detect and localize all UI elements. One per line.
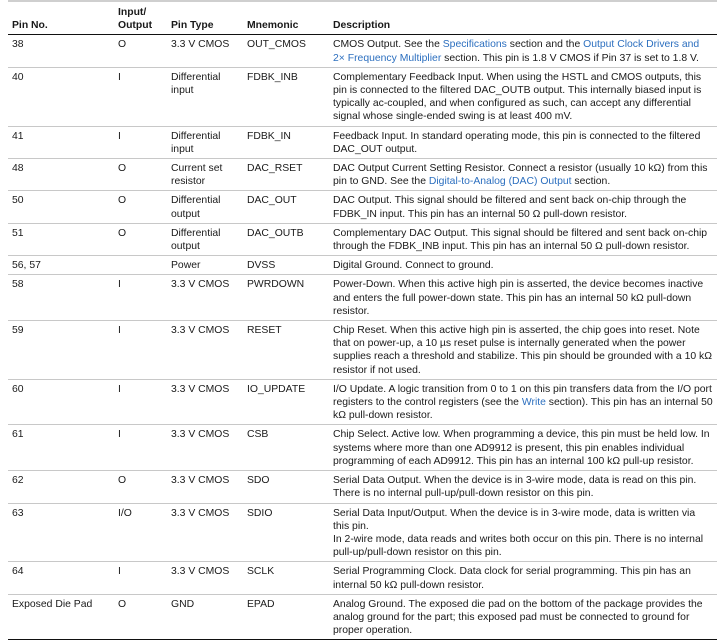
mnemonic: SCLK: [243, 562, 329, 594]
pin-type: 3.3 V CMOS: [167, 321, 243, 380]
pin-type: Current set resistor: [167, 159, 243, 191]
description: Feedback Input. In standard operating mode, this pin is connected to the filtered DAC_OUT output.: [329, 126, 717, 158]
pin-type: Power: [167, 256, 243, 275]
input-output: I: [114, 126, 167, 158]
pin-no: 58: [8, 275, 114, 321]
header-io-line1: Input/: [118, 7, 147, 18]
pin-function-table: [8, 5, 717, 640]
mnemonic: SDIO: [243, 503, 329, 562]
table-caption-remnant: [8, 0, 717, 2]
input-output: O: [114, 191, 167, 223]
pin-type: 3.3 V CMOS: [167, 503, 243, 562]
pin-type: 3.3 V CMOS: [167, 275, 243, 321]
output-clock-drivers-link[interactable]: Output Clock Drivers and 2× Frequency Multiplier: [333, 39, 700, 64]
table-header-row: [8, 5, 717, 35]
description: Serial Data Input/Output. When the device is in 3-wire mode, data is written via this pin. In 2-wire mode, data reads and writes both occur on this pin. There is no internal pull-up/pull-down resistor on this pin.: [329, 503, 717, 562]
pin-no: 40: [8, 67, 114, 126]
pin-no: 56, 57: [8, 256, 114, 275]
header-pin-no: Pin No.: [8, 5, 114, 35]
description: I/O Update. A logic transition from 0 to 1 on this pin transfers data from the I/O port registers to the control registers (see the Write section). This pin has an internal 50 kΩ pull-down resistor.: [329, 379, 717, 425]
table-row: [8, 275, 717, 321]
description: Serial Data Output. When the device is in 3-wire mode, data is read on this pin. There is no internal pull-up/pull-down resistor on this pin.: [329, 471, 717, 503]
pin-no: 59: [8, 321, 114, 380]
description: Analog Ground. The exposed die pad on the bottom of the package provides the analog ground for the part; this exposed pad must be connected to ground for proper operation.: [329, 594, 717, 640]
pin-no: 64: [8, 562, 114, 594]
input-output: I: [114, 67, 167, 126]
table-row: [8, 223, 717, 255]
table-row: [8, 321, 717, 380]
input-output: O: [114, 159, 167, 191]
pin-type: 3.3 V CMOS: [167, 379, 243, 425]
pin-no: 38: [8, 35, 114, 67]
mnemonic: SDO: [243, 471, 329, 503]
description: Power-Down. When this active high pin is asserted, the device becomes inactive and enters the full power-down state. This pin has an internal 50 kΩ pull-down resistor.: [329, 275, 717, 321]
header-pin-type: Pin Type: [167, 5, 243, 35]
pin-type: 3.3 V CMOS: [167, 471, 243, 503]
pin-type: Differential output: [167, 223, 243, 255]
input-output: O: [114, 223, 167, 255]
pin-no: 61: [8, 425, 114, 471]
description: DAC Output Current Setting Resistor. Connect a resistor (usually 10 kΩ) from this pin to GND. See the Digital-to-Analog (DAC) Output section.: [329, 159, 717, 191]
mnemonic: PWRDOWN: [243, 275, 329, 321]
input-output: O: [114, 594, 167, 640]
pin-type: Differential input: [167, 126, 243, 158]
mnemonic: IO_UPDATE: [243, 379, 329, 425]
header-description: Description: [329, 5, 717, 35]
specifications-link[interactable]: Specifications: [442, 39, 507, 51]
pin-type: Differential input: [167, 67, 243, 126]
input-output: [114, 256, 167, 275]
description: Digital Ground. Connect to ground.: [329, 256, 717, 275]
table-row: [8, 67, 717, 126]
pin-type: GND: [167, 594, 243, 640]
mnemonic: DAC_RSET: [243, 159, 329, 191]
table-row: [8, 159, 717, 191]
mnemonic: FDBK_IN: [243, 126, 329, 158]
pin-no: 50: [8, 191, 114, 223]
header-mnemonic: Mnemonic: [243, 5, 329, 35]
description: Complementary Feedback Input. When using the HSTL and CMOS outputs, this pin is connected to the filtered DAC_OUTB output. This internally biased input is typically ac-coupled, and when configured as such, can accept any differential signal whose single-ended swing is at least 400 mV.: [329, 67, 717, 126]
input-output: I: [114, 379, 167, 425]
description: Chip Select. Active low. When programming a device, this pin must be held low. In systems where more than one AD9912 is present, this pin enables individual programming of each AD9912. This pin has an internal 100 kΩ pull-up resistor.: [329, 425, 717, 471]
pin-type: 3.3 V CMOS: [167, 425, 243, 471]
table-row: [8, 425, 717, 471]
mnemonic: CSB: [243, 425, 329, 471]
description: DAC Output. This signal should be filtered and sent back on-chip through the FDBK_IN input. This pin has an internal 50 Ω pull-down resistor.: [329, 191, 717, 223]
input-output: O: [114, 35, 167, 67]
input-output: I/O: [114, 503, 167, 562]
table-row: [8, 256, 717, 275]
pin-no: 60: [8, 379, 114, 425]
mnemonic: DVSS: [243, 256, 329, 275]
description: Chip Reset. When this active high pin is asserted, the chip goes into reset. Note that on power-up, a 10 µs reset pulse is internally generated when the power supplies reach a threshold and stabilize. This pin should be grounded with a 10 kΩ resistor if not used.: [329, 321, 717, 380]
mnemonic: EPAD: [243, 594, 329, 640]
description: Complementary DAC Output. This signal should be filtered and sent back on-chip through the FDBK_INB input. This pin has an internal 50 Ω pull-down resistor.: [329, 223, 717, 255]
input-output: I: [114, 275, 167, 321]
pin-type: 3.3 V CMOS: [167, 35, 243, 67]
mnemonic: DAC_OUTB: [243, 223, 329, 255]
table-row: [8, 379, 717, 425]
pin-type: Differential output: [167, 191, 243, 223]
input-output: O: [114, 471, 167, 503]
description: Serial Programming Clock. Data clock for serial programming. This pin has an internal 50 kΩ pull-down resistor.: [329, 562, 717, 594]
table-row: [8, 471, 717, 503]
table-row: [8, 191, 717, 223]
table-row: [8, 35, 717, 67]
table-row: [8, 126, 717, 158]
description: CMOS Output. See the Specifications section and the Output Clock Drivers and 2× Frequency Multiplier section. This pin is 1.8 V CMOS if Pin 37 is set to 1.8 V.: [329, 35, 717, 67]
pin-no: 48: [8, 159, 114, 191]
dac-output-link[interactable]: Digital-to-Analog (DAC) Output: [428, 176, 572, 188]
pin-no: 62: [8, 471, 114, 503]
mnemonic: RESET: [243, 321, 329, 380]
header-io-line2: Output: [118, 20, 153, 32]
pin-no: 63: [8, 503, 114, 562]
pin-no: Exposed Die Pad: [8, 594, 114, 640]
mnemonic: OUT_CMOS: [243, 35, 329, 67]
input-output: I: [114, 562, 167, 594]
pin-no: 51: [8, 223, 114, 255]
pin-no: 41: [8, 126, 114, 158]
input-output: I: [114, 321, 167, 380]
header-input-output: [114, 5, 167, 35]
mnemonic: DAC_OUT: [243, 191, 329, 223]
table-row: [8, 594, 717, 640]
pin-type: 3.3 V CMOS: [167, 562, 243, 594]
table-row: [8, 503, 717, 562]
input-output: I: [114, 425, 167, 471]
table-row: [8, 562, 717, 594]
mnemonic: FDBK_INB: [243, 67, 329, 126]
write-link[interactable]: Write: [521, 397, 546, 409]
